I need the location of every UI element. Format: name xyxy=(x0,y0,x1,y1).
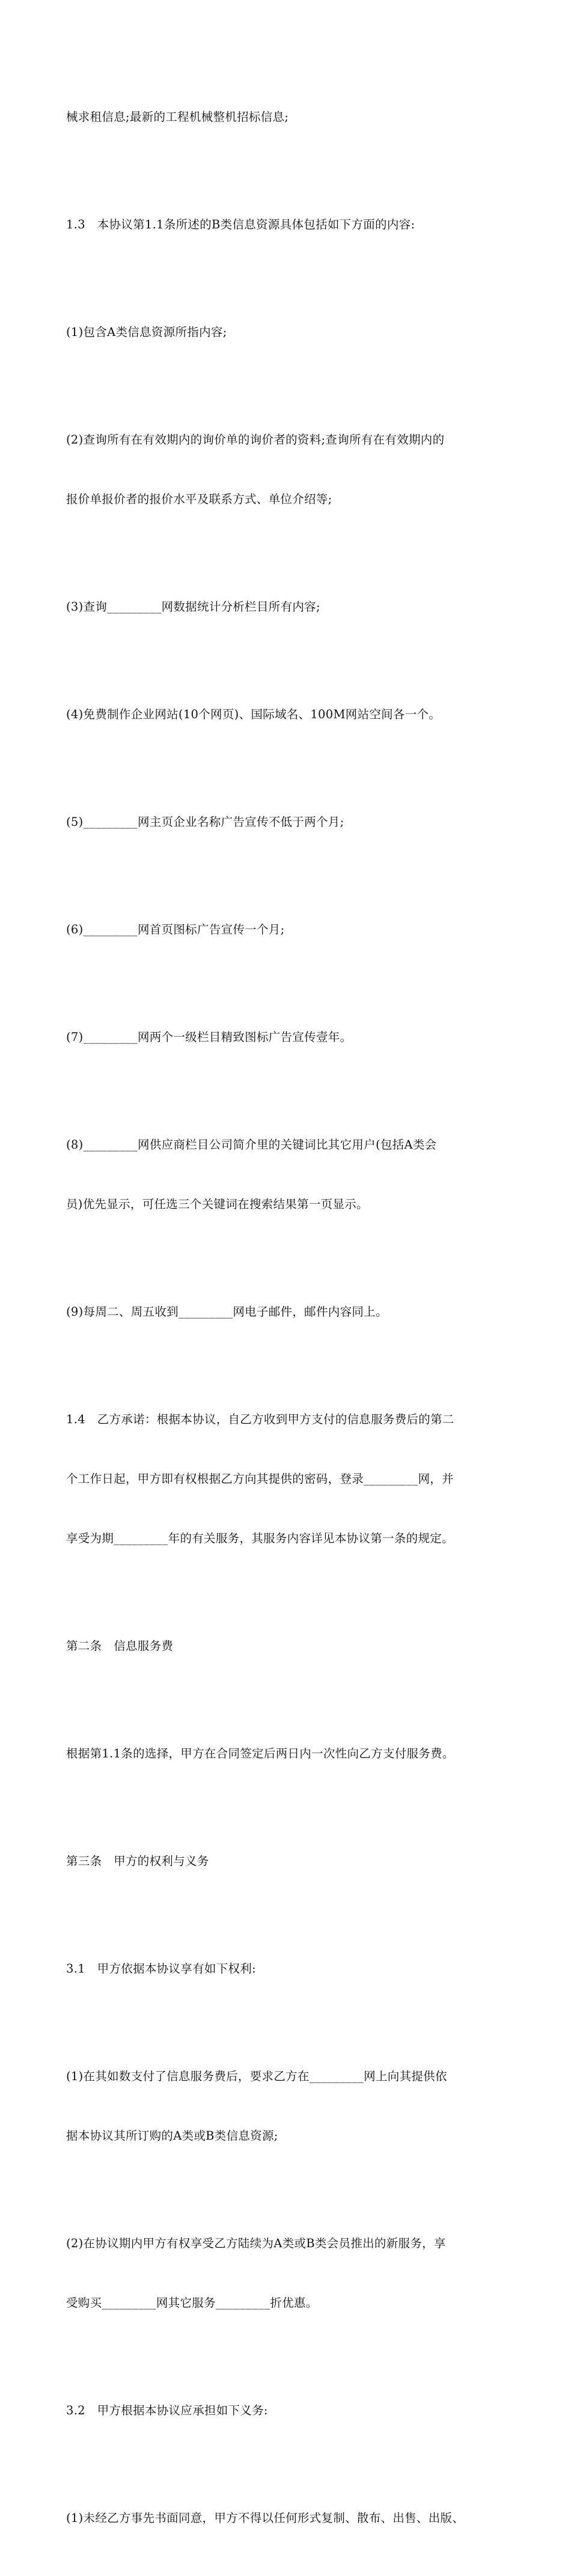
item-3 xyxy=(66,557,511,656)
clause-3-1-item-1 xyxy=(66,2027,511,2185)
article-2-heading xyxy=(66,1596,511,1695)
text-line: (3)查询_________网数据统计分析栏目所有内容; xyxy=(66,600,320,614)
document-page xyxy=(66,67,511,2576)
item-8 xyxy=(66,1095,511,1254)
text-line: 个工作日起，甲方即有权根据乙方向其提供的密码，登录_________网，并 xyxy=(66,1472,454,1486)
text-line: 3.2 甲方根据本协议应承担如下义务: xyxy=(66,2404,268,2417)
text-line: 1.4 乙方承诺：根据本协议，自乙方收到甲方支付的信息服务费后的第二 xyxy=(66,1412,454,1426)
text-line: 械求租信息;最新的工程机械整机招标信息; xyxy=(66,110,289,124)
text-line: (8)_________网供应商栏目公司简介里的关键词比其它用户(包括A类会 xyxy=(66,1138,437,1152)
text-line: (1)在其如数支付了信息服务费后，要求乙方在_________网上向其提供依 xyxy=(66,2069,447,2083)
text-line: (2)查询所有在有效期内的询价单的询价者的资料;查询所有在有效期内的 xyxy=(66,433,445,447)
text-line: (9)每周二、周五收到_________网电子邮件，邮件内容同上。 xyxy=(66,1305,388,1319)
text-line: (5)_________网主页企业名称广告宣传不低于两个月; xyxy=(66,815,344,829)
text-line: 根据第1.1条的选择，甲方在合同签定后两日内一次性向乙方支付服务费。 xyxy=(66,1747,454,1760)
text-line: 第三条 甲方的权利与义务 xyxy=(66,1854,209,1868)
clause-1-3 xyxy=(66,175,511,274)
text-line: 3.1 甲方依据本协议享有如下权利: xyxy=(66,1962,256,1976)
text-line: (2)在协议期内甲方有权享受乙方陆续为A类或B类会员推出的新服务，享 xyxy=(66,2236,446,2250)
item-9 xyxy=(66,1262,511,1361)
item-1 xyxy=(66,282,511,382)
text-line: 第二条 信息服务费 xyxy=(66,1639,174,1653)
paragraph-1 xyxy=(66,67,511,166)
item-7 xyxy=(66,987,511,1087)
text-line: (4)免费制作企业网站(10个网页)、国际域名、100M网站空间各一个。 xyxy=(66,707,441,721)
text-line: (1)包含A类信息资源所指内容; xyxy=(66,325,227,339)
text-line: 受购买_________网其它服务_________折优惠。 xyxy=(66,2296,318,2310)
article-2-body xyxy=(66,1704,511,1803)
clause-1-4 xyxy=(66,1370,511,1588)
item-2 xyxy=(66,390,511,549)
text-line: 员)优先显示，可任选三个关键词在搜索结果第一页显示。 xyxy=(66,1197,368,1211)
article-3-heading xyxy=(66,1811,511,1911)
text-line: (7)_________网两个一级栏目精致图标广告宣传壹年。 xyxy=(66,1030,352,1044)
text-line: 据本协议其所订购的A类或B类信息资源; xyxy=(66,2129,278,2143)
text-line: 报价单报价者的报价水平及联系方式、单位介绍等; xyxy=(66,492,332,506)
clause-3-1 xyxy=(66,1919,511,2018)
text-line: 享受为期_________年的有关服务，其服务内容详见本协议第一条的规定。 xyxy=(66,1531,454,1545)
clause-3-2-item-1 xyxy=(66,2468,511,2568)
text-line: (1)未经乙方事先书面同意，甲方不得以任何形式复制、散布、出售、出版、 xyxy=(66,2511,465,2525)
clause-3-1-item-2 xyxy=(66,2194,511,2352)
item-5 xyxy=(66,772,511,871)
clause-3-2 xyxy=(66,2361,511,2460)
text-line: 1.3 本协议第1.1条所述的B类信息资源具体包括如下方面的内容: xyxy=(66,218,415,231)
item-6 xyxy=(66,880,511,979)
item-4 xyxy=(66,665,511,764)
text-line: (6)_________网首页图标广告宣传一个月; xyxy=(66,923,285,936)
